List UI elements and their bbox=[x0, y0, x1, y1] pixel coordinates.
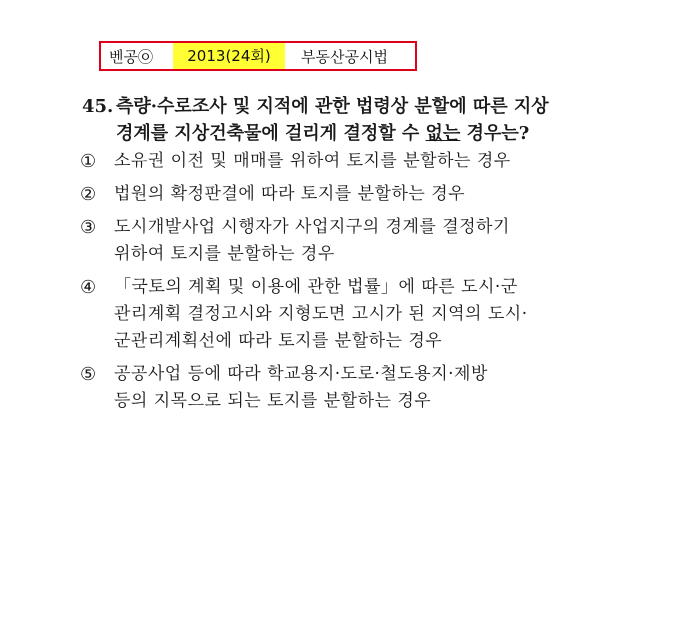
question-line-2 bbox=[82, 120, 602, 147]
answer-options bbox=[80, 148, 600, 421]
option-3-line-1: 도시개발사업 시행자가 사업지구의 경계를 결정하기 bbox=[114, 217, 510, 237]
option-1-line-1: 소유권 이전 및 매매를 위하여 토지를 분할하는 경우 bbox=[114, 151, 511, 171]
question-stem bbox=[82, 93, 602, 147]
option-4-line-2: 관리계획 결정고시와 지형도면 고시가 된 지역의 도시· bbox=[114, 304, 528, 324]
question-line-1 bbox=[82, 93, 602, 120]
question-number: 45. bbox=[82, 96, 114, 117]
option-2[interactable] bbox=[80, 181, 600, 208]
header-year: 2013(24회) bbox=[173, 43, 285, 69]
option-4-line-3: 군관리계획선에 따라 토지를 분할하는 경우 bbox=[114, 331, 443, 351]
option-4-line-1: 「국토의 계획 및 이용에 관한 법률」에 따른 도시·군 bbox=[114, 277, 518, 297]
option-5-line-2: 등의 지목으로 되는 토지를 분할하는 경우 bbox=[114, 391, 432, 411]
option-3-marker: ③ bbox=[80, 217, 97, 238]
header-subject: 부동산공시법 bbox=[301, 48, 388, 66]
option-4[interactable] bbox=[80, 274, 600, 355]
option-3[interactable] bbox=[80, 214, 600, 268]
option-5-line-1: 공공사업 등에 따라 학교용지·도로·철도용지·제방 bbox=[114, 364, 488, 384]
option-5-marker: ⑤ bbox=[80, 364, 97, 385]
question-text-2a: 경계를 지상건축물에 걸리게 결정할 수 bbox=[116, 123, 426, 144]
header-brand: 벤공㉧ bbox=[109, 48, 153, 66]
option-2-marker: ② bbox=[80, 184, 97, 205]
option-2-line-1: 법원의 확정판결에 따라 토지를 분할하는 경우 bbox=[114, 184, 466, 204]
option-5[interactable] bbox=[80, 361, 600, 415]
question-text-1: 측량·수로조사 및 지적에 관한 법령상 분할에 따른 지상 bbox=[116, 96, 549, 117]
option-1-marker: ① bbox=[80, 151, 97, 172]
question-emphasis: 없는 bbox=[425, 123, 461, 144]
question-text-2c: 경우는? bbox=[460, 123, 530, 144]
option-3-line-2: 위하여 토지를 분할하는 경우 bbox=[114, 244, 335, 264]
exam-header bbox=[99, 41, 417, 71]
option-4-marker: ④ bbox=[80, 277, 97, 298]
option-1[interactable] bbox=[80, 148, 600, 175]
